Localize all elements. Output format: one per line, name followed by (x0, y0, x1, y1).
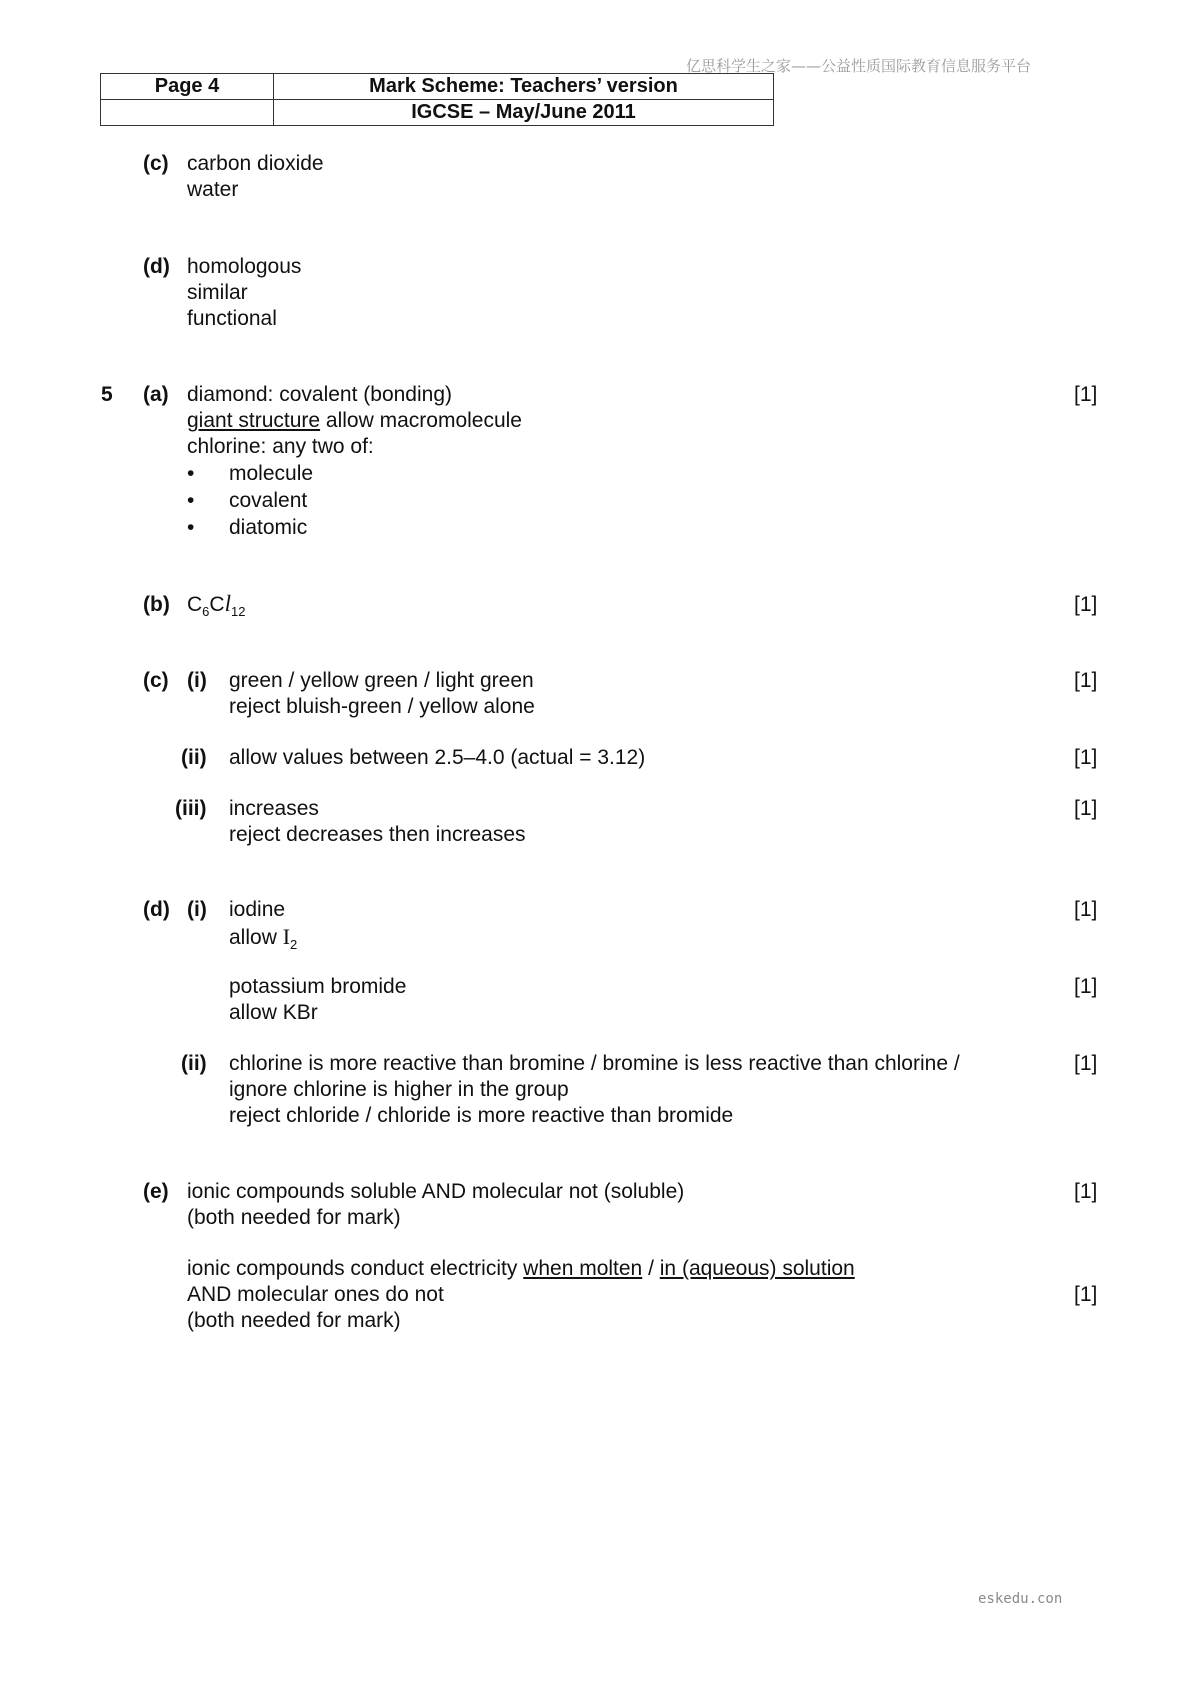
q5a-line3: chlorine: any two of: (187, 435, 374, 458)
q5ciii-label: (iii) (175, 797, 207, 820)
q5e-mark1: [1] (1074, 1180, 1098, 1203)
q5ci-label: (i) (187, 669, 207, 692)
q5e-mark2: [1] (1074, 1283, 1098, 1306)
q5ciii-mark: [1] (1074, 797, 1098, 820)
q5b-mark: [1] (1074, 593, 1098, 616)
q5a-bullet: • covalent (229, 489, 307, 513)
footer-text: eskedu.con (978, 1591, 1063, 1607)
q5d-label: (d) (143, 898, 170, 921)
q5dii-label: (ii) (181, 1052, 207, 1075)
formula-c: C (209, 593, 225, 616)
formula-sub: 2 (290, 937, 298, 952)
q5e-label: (e) (143, 1180, 169, 1203)
q4c-label: (c) (143, 152, 169, 175)
formula-sub: 6 (202, 604, 210, 619)
in-aqueous-solution: in (aqueous) solution (659, 1257, 855, 1280)
q5di-mark2: [1] (1074, 975, 1098, 998)
q5a-label: (a) (143, 383, 169, 406)
q5cii-line1: allow values between 2.5–4.0 (actual = 3.12) (229, 746, 646, 769)
q5ci-line1: green / yellow green / light green (229, 669, 534, 692)
q4c-line: water (187, 178, 239, 201)
q5di-mark1: [1] (1074, 898, 1098, 921)
q5cii-label: (ii) (181, 746, 207, 769)
q4d-line: similar (187, 281, 248, 304)
q5di-line2 (229, 924, 297, 950)
conduct-text: ionic compounds conduct electricity (187, 1257, 524, 1280)
q5e-line3 (187, 1257, 855, 1281)
q5a-mark: [1] (1074, 383, 1098, 406)
q5c-label: (c) (143, 669, 169, 692)
q5dii-line1: chlorine is more reactive than bromine / bromine is less reactive than chlorine / (229, 1052, 960, 1075)
q5dii-line2: ignore chlorine is higher in the group (229, 1078, 569, 1101)
header-title: Mark Scheme: Teachers’ version (274, 74, 774, 100)
formula-c: C (187, 593, 203, 616)
q5e-line2: (both needed for mark) (187, 1206, 401, 1229)
header-empty-cell (101, 100, 274, 126)
q5e-line5: (both needed for mark) (187, 1309, 401, 1332)
q4d-label: (d) (143, 255, 170, 278)
iodine-formula: I (282, 924, 291, 949)
q5a-giant-structure: giant structure (187, 409, 321, 432)
q5a-line1: diamond: covalent (bonding) (187, 383, 453, 406)
q5a-line2 (187, 409, 522, 433)
q5dii-line3: reject chloride / chloride is more reactive than bromide (229, 1104, 734, 1127)
q5-number: 5 (101, 383, 113, 406)
q5b-label: (b) (143, 593, 170, 616)
q4d-line: functional (187, 307, 277, 330)
q4d-line: homologous (187, 255, 302, 278)
q5a-bullet: • molecule (229, 462, 313, 486)
q5a-allow-text: allow macromolecule (320, 409, 522, 432)
q5ciii-line1: increases (229, 797, 319, 820)
formula-sub: 12 (230, 604, 246, 619)
q5e-line1: ionic compounds soluble AND molecular not (soluble) (187, 1180, 685, 1203)
q5di-line4: allow KBr (229, 1001, 318, 1024)
header-exam: IGCSE – May/June 2011 (274, 100, 774, 126)
q5dii-mark: [1] (1074, 1052, 1098, 1075)
q4c-line: carbon dioxide (187, 152, 324, 175)
q5b-formula (187, 591, 245, 617)
header-page: Page 4 (101, 74, 274, 100)
q5cii-mark: [1] (1074, 746, 1098, 769)
header-table (100, 73, 774, 126)
q5ci-mark: [1] (1074, 669, 1098, 692)
q5di-line1: iodine (229, 898, 286, 921)
watermark-text: 亿思科学生之家——公益性质国际教育信息服务平台 (686, 57, 1032, 75)
q5di-line3: potassium bromide (229, 975, 407, 998)
q5ci-line2: reject bluish-green / yellow alone (229, 695, 535, 718)
q5e-line4: AND molecular ones do not (187, 1283, 444, 1306)
when-molten: when molten (523, 1257, 643, 1280)
q5a-bullet: • diatomic (229, 516, 307, 540)
allow-text: allow (229, 926, 283, 949)
formula-l: l (224, 591, 231, 616)
q5ciii-line2: reject decreases then increases (229, 823, 526, 846)
separator: / (642, 1257, 660, 1280)
q5di-label: (i) (187, 898, 207, 921)
